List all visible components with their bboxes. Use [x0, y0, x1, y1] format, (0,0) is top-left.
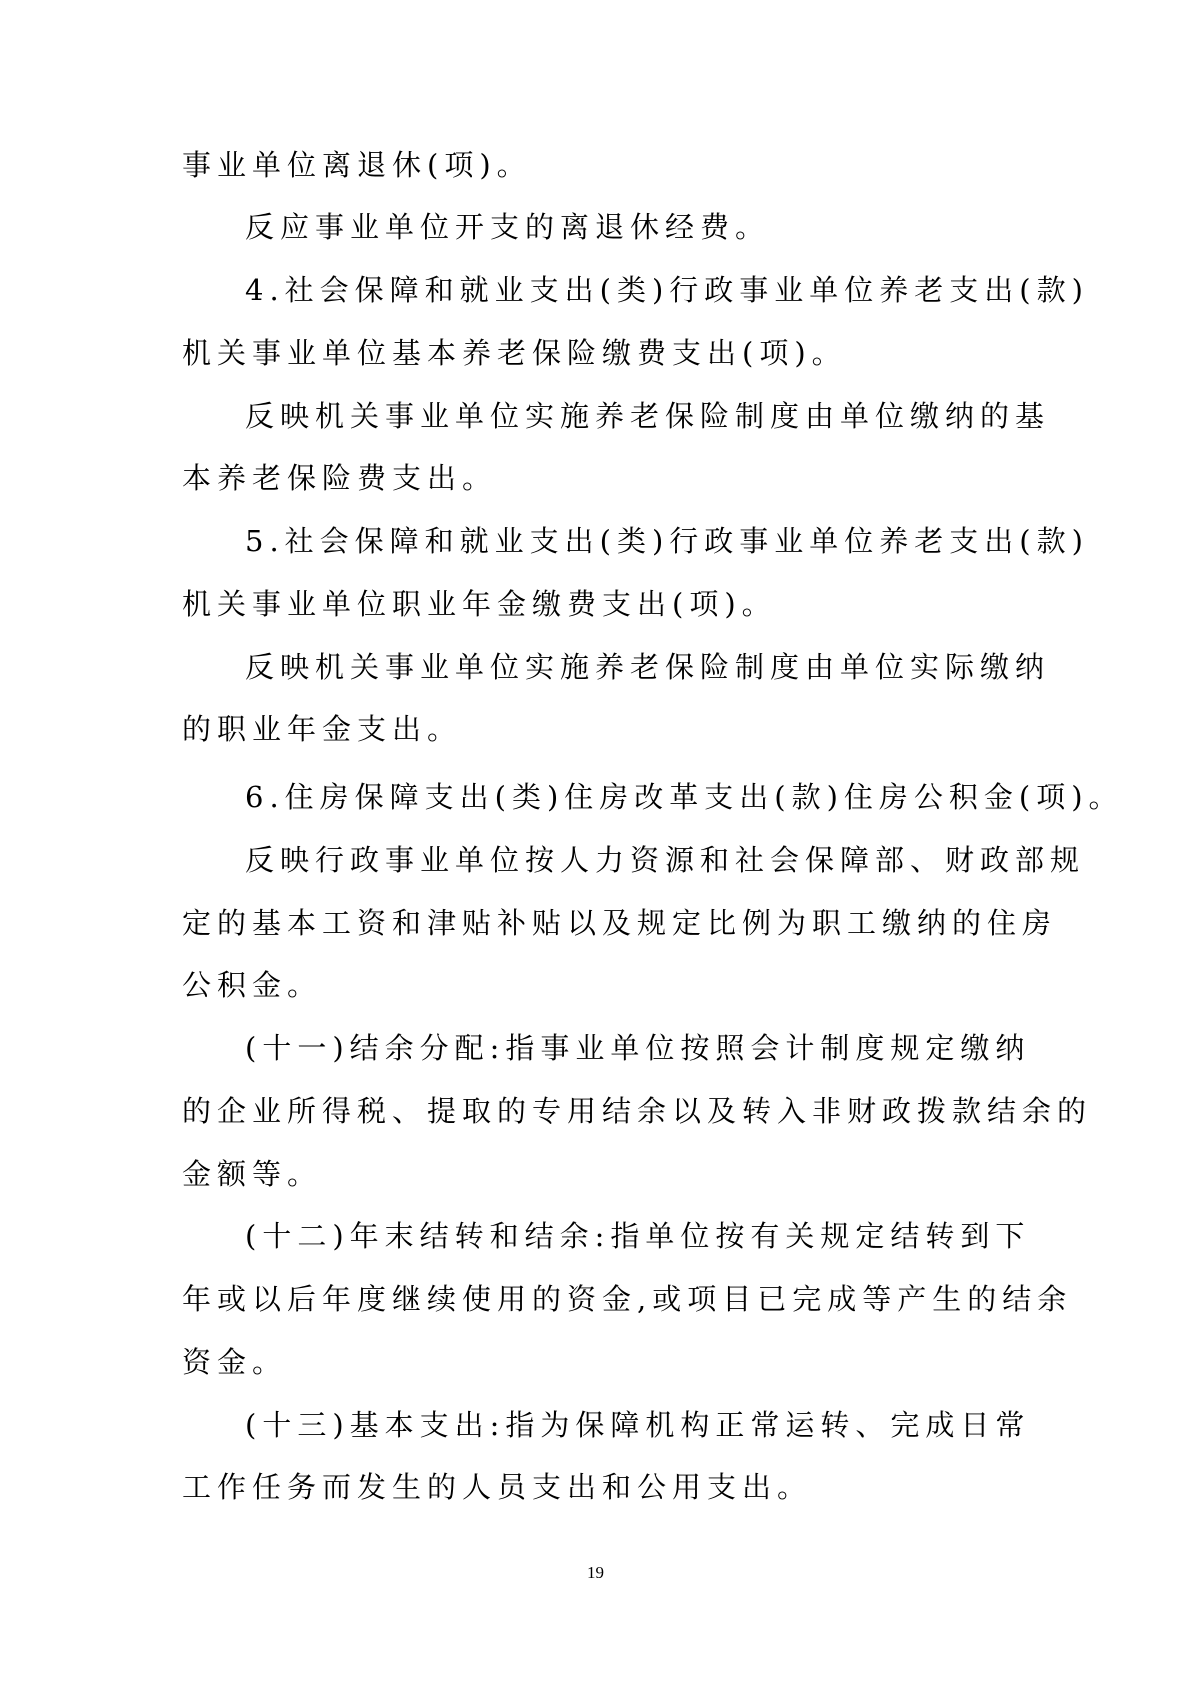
text-line-19: 年或以后年度继续使用的资金,或项目已完成等产生的结余 — [182, 1282, 1073, 1316]
text-line-20: 资金。 — [182, 1345, 288, 1379]
text-line-4: 机关事业单位基本养老保险缴费支出(项)。 — [182, 336, 847, 370]
text-line-13: 定的基本工资和津贴补贴以及规定比例为职工缴纳的住房 — [182, 906, 1058, 940]
text-line-17: 金额等。 — [182, 1157, 323, 1191]
text-line-3: 4.社会保障和就业支出(类)行政事业单位养老支出(款) — [245, 273, 1089, 307]
text-line-10: 的职业年金支出。 — [182, 712, 463, 746]
text-line-9: 反映机关事业单位实施养老保险制度由单位实际缴纳 — [245, 650, 1051, 684]
text-line-15: (十一)结余分配:指事业单位按照会计制度规定缴纳 — [245, 1031, 1031, 1065]
page-number: 19 — [587, 1563, 604, 1582]
text-line-16: 的企业所得税、提取的专用结余以及转入非财政拨款结余的 — [182, 1094, 1093, 1128]
text-line-12: 反映行政事业单位按人力资源和社会保障部、财政部规 — [245, 843, 1086, 877]
text-line-5: 反映机关事业单位实施养老保险制度由单位缴纳的基 — [245, 399, 1051, 433]
text-line-21: (十三)基本支出:指为保障机构正常运转、完成日常 — [245, 1408, 1031, 1442]
text-line-2: 反应事业单位开支的离退休经费。 — [245, 210, 771, 244]
text-line-7: 5.社会保障和就业支出(类)行政事业单位养老支出(款) — [245, 524, 1089, 558]
text-line-8: 机关事业单位职业年金缴费支出(项)。 — [182, 587, 777, 621]
text-line-1: 事业单位离退休(项)。 — [182, 148, 532, 182]
text-line-18: (十二)年末结转和结余:指单位按有关规定结转到下 — [245, 1219, 1031, 1253]
text-line-14: 公积金。 — [182, 968, 323, 1002]
text-line-6: 本养老保险费支出。 — [182, 461, 498, 495]
text-line-11: 6.住房保障支出(类)住房改革支出(款)住房公积金(项)。 — [245, 780, 1124, 814]
text-line-22: 工作任务而发生的人员支出和公用支出。 — [182, 1470, 813, 1504]
